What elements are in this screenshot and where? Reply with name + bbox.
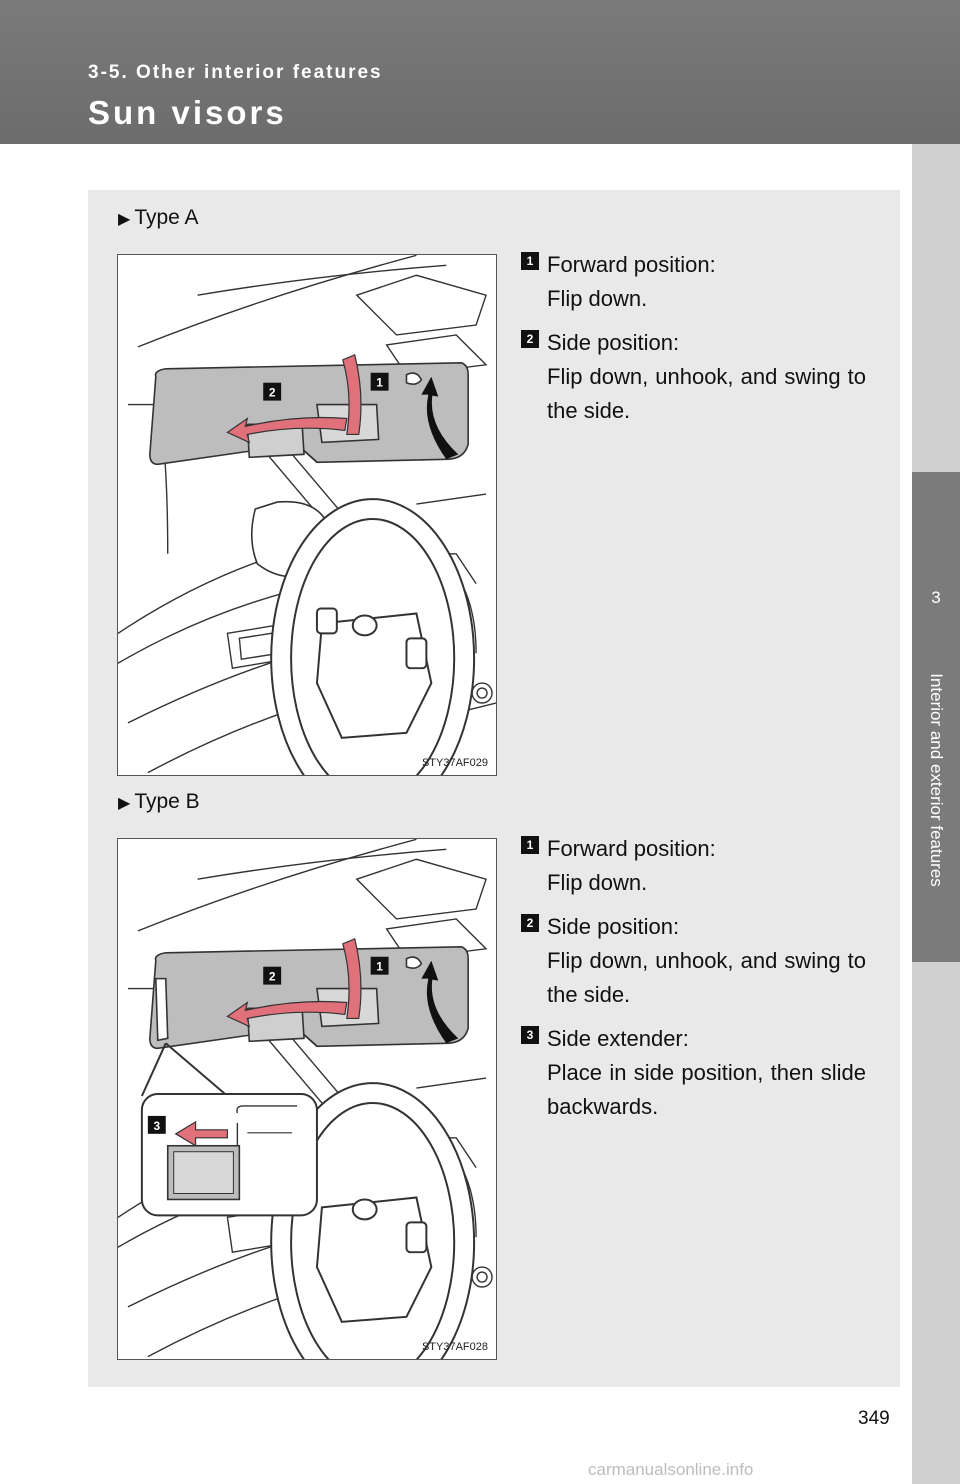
svg-text:2: 2	[268, 969, 276, 984]
type-a-label: ▶ Type A	[118, 206, 199, 229]
step-title: Side position:	[547, 330, 680, 355]
step-title: Side extender:	[547, 1026, 689, 1051]
page-number: 349	[858, 1408, 890, 1429]
page-title: Sun visors	[88, 94, 287, 131]
gauge-knob	[472, 1267, 492, 1287]
svg-text:1: 1	[376, 959, 383, 974]
svg-text:2: 2	[268, 385, 276, 400]
step-badge: 3	[521, 1026, 539, 1044]
triangle-bullet-icon: ▶	[118, 211, 131, 228]
svg-text:1: 1	[376, 375, 383, 390]
step-badge: 1	[521, 836, 539, 854]
sun-visor	[150, 947, 468, 1048]
watermark: carmanualsonline.info	[588, 1460, 754, 1479]
step-side-position	[521, 910, 866, 1012]
step-badge: 1	[521, 252, 539, 270]
step-side-position	[521, 326, 866, 428]
page-header	[0, 0, 960, 144]
type-a-figure	[117, 254, 497, 776]
side-tab-top	[912, 144, 960, 472]
step-forward-position	[521, 248, 866, 316]
type-a-illustration	[118, 255, 496, 775]
svg-text:3: 3	[153, 1118, 161, 1133]
step-side-extender	[521, 1022, 866, 1124]
step-badge: 2	[521, 330, 539, 348]
callout-1	[371, 957, 389, 975]
callout-2	[263, 383, 281, 401]
type-b-illustration	[118, 839, 496, 1359]
side-tab-bottom	[912, 962, 960, 1484]
step-desc: Flip down, unhook, and swing to the side.	[547, 948, 866, 1007]
type-b-label: ▶ Type B	[118, 790, 200, 813]
type-b-figure	[117, 838, 497, 1360]
triangle-bullet-icon: ▶	[118, 795, 131, 812]
figure-code: STY37AF029	[421, 757, 488, 769]
step-desc: Place in side position, then slide backwards.	[547, 1060, 866, 1119]
type-a-steps	[521, 248, 866, 438]
step-desc: Flip down.	[547, 286, 648, 311]
chapter-title: Interior and exterior features	[927, 673, 946, 887]
step-title: Forward position:	[547, 252, 716, 277]
figure-code: STY37AF028	[421, 1341, 488, 1353]
chapter-number: 3	[931, 588, 941, 607]
step-badge: 2	[521, 914, 539, 932]
extender-detail-inset	[142, 1043, 317, 1215]
callout-3	[148, 1116, 166, 1134]
type-b-steps	[521, 832, 866, 1134]
section-label: 3-5. Other interior features	[88, 62, 383, 83]
sun-visor	[150, 363, 468, 464]
step-desc: Flip down, unhook, and swing to the side.	[547, 364, 866, 423]
callout-2	[263, 967, 281, 985]
step-forward-position	[521, 832, 866, 900]
step-title: Forward position:	[547, 836, 716, 861]
step-title: Side position:	[547, 914, 680, 939]
step-desc: Flip down.	[547, 870, 648, 895]
callout-1	[371, 373, 389, 391]
gauge-knob	[472, 683, 492, 703]
